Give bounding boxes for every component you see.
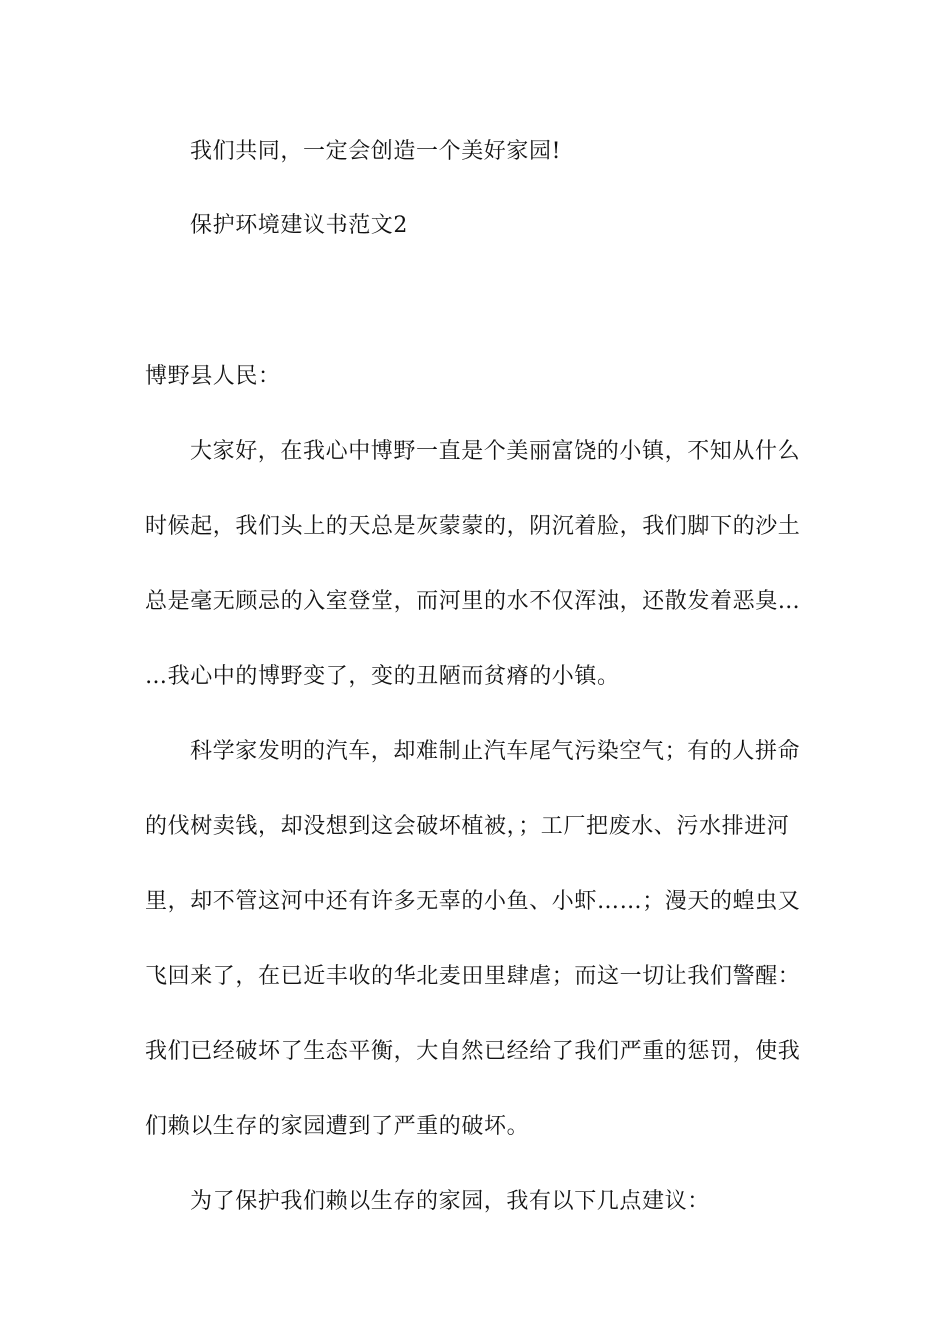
paragraph-line: 我们已经破坏了生态平衡，大自然已经给了我们严重的惩罚，使我 [145, 1039, 801, 1064]
paragraph-line: 总是毫无顾忌的入室登堂，而河里的水不仅浑浊，还散发着恶臭… [145, 589, 801, 614]
paragraph-line: 时候起，我们头上的天总是灰蒙蒙的，阴沉着脸，我们脚下的沙土 [145, 514, 801, 539]
paragraph-line: 们赖以生存的家园遭到了严重的破坏。 [145, 1114, 530, 1139]
paragraph-line: 大家好，在我心中博野一直是个美丽富饶的小镇，不知从什么 [190, 439, 801, 464]
section-title: 保护环境建议书范文2 [190, 213, 408, 238]
paragraph-line: 为了保护我们赖以生存的家园，我有以下几点建议： [190, 1189, 710, 1214]
paragraph-line: 的伐树卖钱，却没想到这会破坏植被，；工厂把废水、污水排进河 [145, 814, 790, 839]
salutation: 博野县人民： [145, 364, 281, 389]
paragraph-line: …我心中的博野变了，变的丑陋而贫瘠的小镇。 [145, 664, 620, 689]
paragraph-line: 里，却不管这河中还有许多无辜的小鱼、小虾……；漫天的蝗虫又 [145, 889, 801, 914]
paragraph-line: 科学家发明的汽车，却难制止汽车尾气污染空气；有的人拼命 [190, 739, 801, 764]
paragraph-closing-line: 我们共同，一定会创造一个美好家园! [190, 139, 562, 164]
paragraph-line: 飞回来了，在已近丰收的华北麦田里肆虐；而这一切让我们警醒： [145, 964, 801, 989]
